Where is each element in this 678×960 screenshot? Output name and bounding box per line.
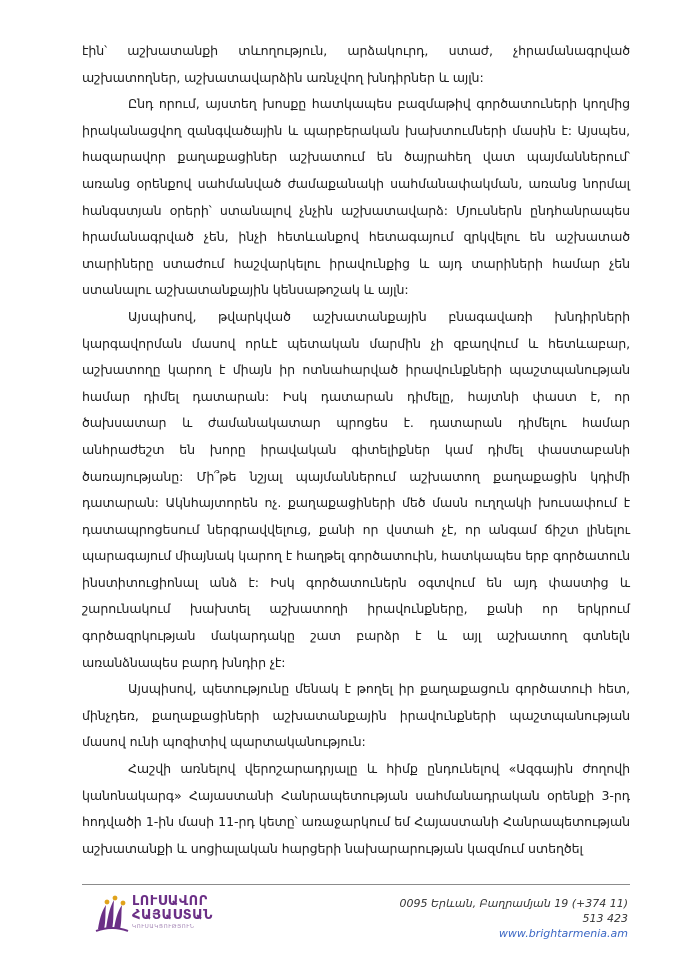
people-logo-icon bbox=[92, 895, 132, 935]
paragraph-1: էին՝ աշխատանքի տևողություն, արձակուրդ, ստաժ, չհրամանագրված աշխատողներ, աշխատավարձին առնչվող խնդիրներ և այլն: bbox=[82, 43, 630, 85]
document-body bbox=[82, 38, 630, 862]
paragraph-5: Հաշվի առնելով վերոշարադրյալը և հիմք ընդունելով «Ազգային ժողովի կանոնակարգ» Հայաստանի Հանրապետության սահմանադրական օրենքի 3-րդ հոդվածի 1-ին մասի 11-րդ կետը՝ առաջարկում եմ Հայաստանի Հանրապետության աշխատանքի և սոցիալական հարցերի նախարարության կազմում ստեղծել bbox=[82, 761, 630, 856]
footer-divider bbox=[82, 884, 630, 885]
footer-address: 0095 Երևան, Բաղրամյան 19 (+374 11) 513 423 bbox=[399, 897, 628, 925]
paragraph-2: Ընդ որում, այստեղ խոսքը հատկապես բազմաթիվ գործատուների կողմից իրականացվող զանգվածային և պարբերական խախտումների մասին է: Այսպես, հազարավոր քաղաքացիներ աշխատում են ծայրահեղ վատ պայմաններում՝ առանց օրենքով սահմանված ժամաքանակի սահմանափակման, առանց նորմալ հանգստյան օրերի՝ ստանալով չնչին աշխատավարձ: Մյուսներն ընդհանրապես հրամանագրված չեն, ինչի հետևանքով հետագայում զրկվելու են աշխատած տարիները ստաժում հաշվարկելու իրավունքից և այդ տարիների համար չեն ստանալու աշխատանքային կենսաթոշակ և այլն: bbox=[82, 96, 630, 298]
logo-title-line1: ԼՈՒՍԱՎՈՐ bbox=[132, 894, 208, 909]
website-link[interactable]: www.brightarmenia.am bbox=[498, 927, 628, 940]
paragraph-4: Այսպիսով, պետությունը մենակ է թողել իր քաղաքացուն գործատուի հետ, մինչդեռ, քաղաքացիների աշխատանքային իրավունքների պաշտպանության մասով ունի պոզիտիվ պարտականություն: bbox=[82, 681, 630, 750]
paragraph-3: Այսպիսով, թվարկված աշխատանքային բնագավառի խնդիրների կարգավորման մասով որևէ պետական մարմին չի զբաղվում և հետևաբար, աշխատողը կարող է միայն իր ոտնահարված իրավունքների պաշտպանության համար դիմել դատարան: Իսկ դատարան դիմելը, հայտնի փաստ է, որ ծախսատար և ժամանակատար պրոցես է. դատարան դիմելու համար անհրաժեշտ են խորը իրավական գիտելիքներ կամ դիմել փաստաբանի ծառայությանը: Մի՞թե նշյալ պայմաններում աշխատող քաղաքացին կդիմի դատարան: Ակնհայտորեն ոչ. քաղաքացիների մեծ մասն ուղղակի խուսափում է դատապրոցեսում ներգրավվելուց, քանի որ վստահ չէ, որ անգամ ճիշտ լինելու պարագայում միայնակ կարող է հաղթել գործատուին, հատկապես երբ գործատուն ինստիտուցիոնալ անձ է: Իսկ գործատուներն օգտվում են այդ փաստից և շարունակում խախտել աշխատողի իրավունքները, քանի որ երկրում գործազրկության մակարդակը շատ բարձր է և այլ աշխատող գտնելն առանձնապես բարդ խնդիր չէ: bbox=[82, 308, 630, 670]
party-logo bbox=[92, 893, 252, 939]
logo-tagline: ԿՈՒՍԱԿՑՈՒԹՅՈՒՆ bbox=[132, 924, 195, 930]
footer-contact bbox=[398, 896, 628, 941]
logo-title-line2: ՀԱՅԱՍՏԱՆ bbox=[132, 908, 213, 923]
